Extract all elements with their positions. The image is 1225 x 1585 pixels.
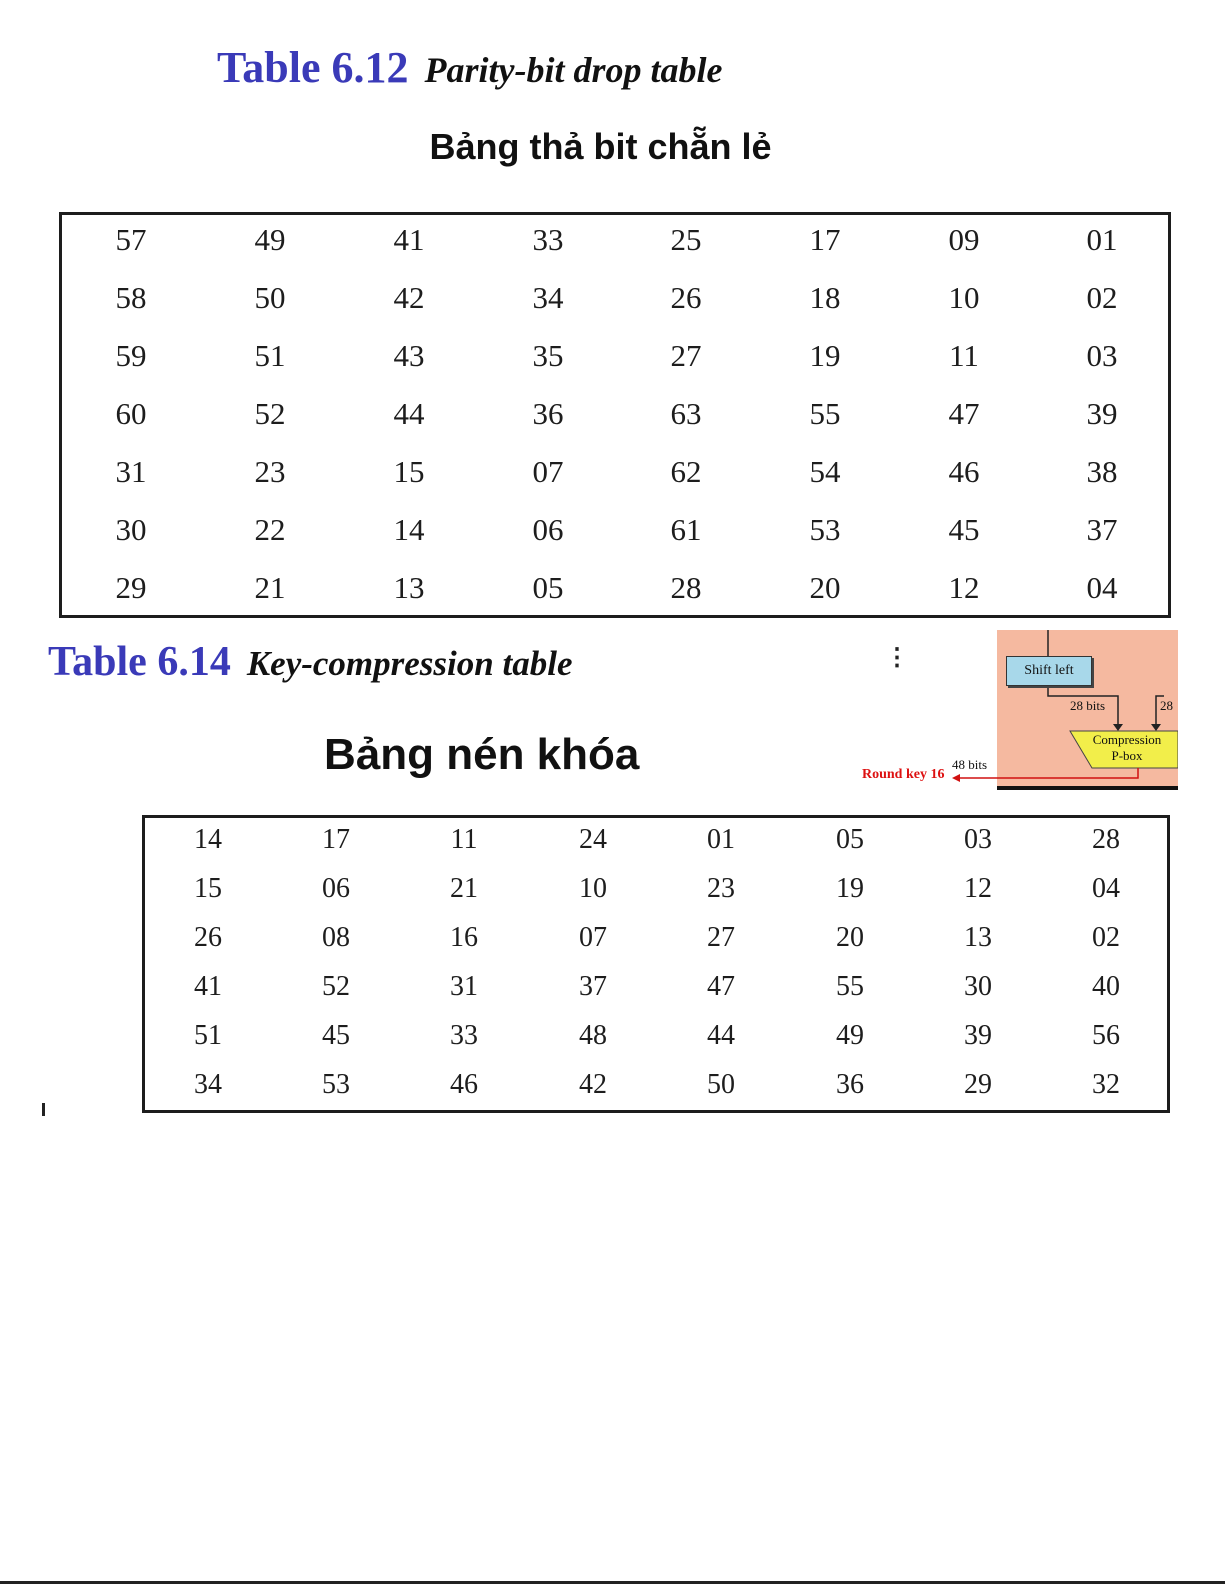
table-cell: 07 bbox=[579, 922, 607, 953]
table-cell: 29 bbox=[115, 570, 147, 605]
arrow-head-left bbox=[1113, 724, 1123, 731]
table-cell: 19 bbox=[809, 338, 841, 373]
table-cell: 46 bbox=[450, 1069, 478, 1100]
table-cell: 09 bbox=[948, 222, 980, 257]
table-cell: 21 bbox=[254, 570, 286, 605]
table-cell: 36 bbox=[532, 396, 564, 431]
table-cell: 06 bbox=[322, 873, 350, 904]
table-cell: 48 bbox=[579, 1020, 607, 1051]
table-cell: 29 bbox=[964, 1069, 992, 1100]
table-cell: 24 bbox=[579, 824, 607, 855]
table-cell: 62 bbox=[670, 454, 702, 489]
table-cell: 28 bbox=[670, 570, 702, 605]
table-cell: 14 bbox=[393, 512, 425, 547]
bits-out-label: 48 bits bbox=[952, 757, 988, 772]
table-cell: 25 bbox=[670, 222, 702, 257]
table-cell: 41 bbox=[393, 222, 425, 257]
table-cell: 19 bbox=[836, 873, 864, 904]
table-cell: 31 bbox=[450, 971, 478, 1002]
table-cell: 43 bbox=[393, 338, 425, 373]
table-cell: 05 bbox=[836, 824, 864, 855]
bits-label-right: 28 bbox=[1160, 698, 1173, 713]
table-number: Table 6.12 bbox=[217, 43, 409, 92]
table-cell: 45 bbox=[322, 1020, 350, 1051]
table-cell: 49 bbox=[836, 1020, 864, 1051]
table-cell: 36 bbox=[836, 1069, 864, 1100]
table-cell: 35 bbox=[532, 338, 564, 373]
table-cell: 52 bbox=[254, 396, 286, 431]
table-cell: 57 bbox=[115, 222, 147, 257]
table-cell: 01 bbox=[707, 824, 735, 855]
compression-pbox-label bbox=[1072, 732, 1178, 764]
bits-label-left: 28 bits bbox=[1070, 698, 1106, 713]
table-cell: 34 bbox=[194, 1069, 222, 1100]
table-number: Table 6.14 bbox=[48, 639, 231, 685]
table-cell: 26 bbox=[194, 922, 222, 953]
table-cell: 42 bbox=[579, 1069, 607, 1100]
table-cell: 22 bbox=[254, 512, 286, 547]
table-cell: 16 bbox=[450, 922, 478, 953]
table-cell: 04 bbox=[1092, 873, 1120, 904]
table-cell: 18 bbox=[809, 280, 841, 315]
table-cell: 59 bbox=[115, 338, 147, 373]
table-cell: 52 bbox=[322, 971, 350, 1002]
table-cell: 13 bbox=[964, 922, 992, 953]
table-cell: 39 bbox=[964, 1020, 992, 1051]
table-cell: 20 bbox=[836, 922, 864, 953]
table-cell: 40 bbox=[1092, 971, 1120, 1002]
table-cell: 47 bbox=[707, 971, 735, 1002]
table-cell: 37 bbox=[579, 971, 607, 1002]
table-cell: 08 bbox=[322, 922, 350, 953]
table-cell: 55 bbox=[809, 396, 841, 431]
table-cell: 55 bbox=[836, 971, 864, 1002]
key-compression-grid bbox=[145, 818, 1167, 1110]
table-cell: 32 bbox=[1092, 1069, 1120, 1100]
table-cell: 53 bbox=[322, 1069, 350, 1100]
table-cell: 05 bbox=[532, 570, 564, 605]
table-cell: 30 bbox=[115, 512, 147, 547]
parity-drop-grid bbox=[62, 215, 1168, 615]
table-cell: 47 bbox=[948, 396, 980, 431]
subtitle-text: Bảng thả bit chẵn lẻ bbox=[429, 126, 772, 167]
table-cell: 31 bbox=[115, 454, 147, 489]
table-cell: 60 bbox=[115, 396, 147, 431]
table-cell: 01 bbox=[1086, 222, 1118, 257]
table-6-14-title bbox=[48, 638, 572, 686]
table-cell: 30 bbox=[964, 971, 992, 1002]
table-cell: 33 bbox=[450, 1020, 478, 1051]
table-caption: Key-compression table bbox=[246, 644, 573, 683]
table-cell: 26 bbox=[670, 280, 702, 315]
table-cell: 50 bbox=[254, 280, 286, 315]
key-generation-diagram bbox=[862, 628, 1178, 793]
table-cell: 11 bbox=[949, 338, 979, 373]
table-cell: 46 bbox=[948, 454, 980, 489]
table-cell: 21 bbox=[450, 873, 478, 904]
page-bottom-rule bbox=[0, 1581, 1225, 1584]
table-cell: 34 bbox=[532, 280, 564, 315]
round-key-arrow bbox=[952, 774, 960, 782]
table-cell: 03 bbox=[964, 824, 992, 855]
table-cell: 06 bbox=[532, 512, 564, 547]
text-cursor bbox=[42, 1103, 45, 1116]
table-cell: 27 bbox=[707, 922, 735, 953]
table-caption: Parity-bit drop table bbox=[424, 50, 723, 90]
table-cell: 02 bbox=[1086, 280, 1118, 315]
table-cell: 03 bbox=[1086, 338, 1118, 373]
arrow-head-right bbox=[1151, 724, 1161, 731]
table-cell: 33 bbox=[532, 222, 564, 257]
table-cell: 58 bbox=[115, 280, 147, 315]
table-cell: 44 bbox=[707, 1020, 735, 1051]
table-cell: 04 bbox=[1086, 570, 1118, 605]
parity-drop-table bbox=[59, 212, 1171, 618]
table-cell: 15 bbox=[393, 454, 425, 489]
table-6-14-subtitle: Bảng nén khóa bbox=[324, 730, 640, 779]
more-options-icon[interactable]: ⋮ bbox=[885, 644, 909, 671]
table-cell: 56 bbox=[1092, 1020, 1120, 1051]
table-6-12-subtitle bbox=[0, 126, 1225, 168]
table-cell: 15 bbox=[194, 873, 222, 904]
table-cell: 61 bbox=[670, 512, 702, 547]
table-cell: 50 bbox=[707, 1069, 735, 1100]
table-cell: 39 bbox=[1086, 396, 1118, 431]
table-cell: 63 bbox=[670, 396, 702, 431]
table-cell: 10 bbox=[948, 280, 980, 315]
table-cell: 41 bbox=[194, 971, 222, 1002]
table-cell: 44 bbox=[393, 396, 425, 431]
table-6-12-title bbox=[217, 42, 723, 93]
table-cell: 51 bbox=[254, 338, 286, 373]
table-cell: 12 bbox=[948, 570, 980, 605]
table-cell: 13 bbox=[393, 570, 425, 605]
table-cell: 23 bbox=[707, 873, 735, 904]
pbox-line2: P-box bbox=[1111, 748, 1143, 763]
table-cell: 53 bbox=[809, 512, 841, 547]
table-cell: 45 bbox=[948, 512, 980, 547]
key-compression-table bbox=[142, 815, 1170, 1113]
table-cell: 49 bbox=[254, 222, 286, 257]
table-cell: 10 bbox=[579, 873, 607, 904]
table-cell: 27 bbox=[670, 338, 702, 373]
table-cell: 11 bbox=[450, 824, 478, 855]
table-cell: 51 bbox=[194, 1020, 222, 1051]
round-key-label: Round key 16 bbox=[862, 767, 945, 782]
table-cell: 17 bbox=[809, 222, 841, 257]
table-cell: 38 bbox=[1086, 454, 1118, 489]
table-cell: 20 bbox=[809, 570, 841, 605]
table-cell: 54 bbox=[809, 454, 841, 489]
table-cell: 07 bbox=[532, 454, 564, 489]
table-cell: 28 bbox=[1092, 824, 1120, 855]
table-cell: 02 bbox=[1092, 922, 1120, 953]
table-cell: 42 bbox=[393, 280, 425, 315]
table-cell: 23 bbox=[254, 454, 286, 489]
table-cell: 12 bbox=[964, 873, 992, 904]
table-cell: 17 bbox=[322, 824, 350, 855]
table-cell: 14 bbox=[194, 824, 222, 855]
pbox-line1: Compression bbox=[1092, 732, 1162, 747]
table-cell: 37 bbox=[1086, 512, 1118, 547]
shift-left-box: Shift left bbox=[1006, 656, 1092, 686]
